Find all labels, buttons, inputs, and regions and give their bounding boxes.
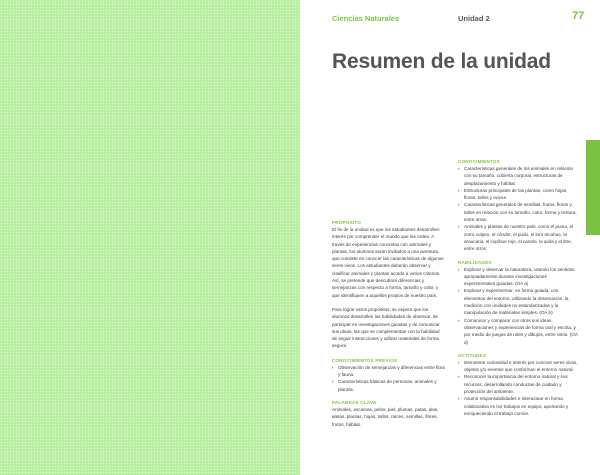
list-item: › Comunicar y comparar con otros sus ideas, observaciones y experiencias de forma oral y escrita, y por medio de juegos de roles y dibujos, entre otros. (OA d) bbox=[458, 317, 579, 346]
side-tab-marker bbox=[586, 140, 600, 235]
list-item: › Estructuras principales de las plantas, como hojas, flores, tallos y raíces. bbox=[458, 187, 579, 202]
page-number: 77 bbox=[572, 10, 585, 22]
list-item: › Explorar y experimentar, en forma guiada, con elementos del entorno, utilizando la observación, la medición con unidades no estandarizadas y la manipulación de materiales simples. (OA b) bbox=[458, 287, 579, 316]
conocimientos-list bbox=[458, 165, 579, 253]
proposito-paragraph-2: Para lograr estos propósitos, se espera que los alumnos desarrollen las habilidades de observar, de participar en investigaciones guiadas y de comunicar sus ideas, las que se complementan con la habilidad de seguir instrucciones y utilizar materiales de forma segura. bbox=[332, 306, 440, 349]
section-title-habilidades: HABILIDADES bbox=[458, 259, 492, 265]
list-item: › Demostrar curiosidad e interés por conocer seres vivos, objetos y/o eventos que conforman el entorno natural. bbox=[458, 359, 579, 374]
header-subject: Ciencias Naturales bbox=[332, 14, 400, 23]
list-item: › Asumir responsabilidades e interactuar en forma colaborativa en los trabajos en equipo, aportando y enriqueciendo el trabajo común. bbox=[458, 395, 579, 417]
section-title-proposito: PROPÓSITO bbox=[332, 220, 362, 225]
actitudes-list bbox=[458, 359, 579, 417]
conocimientos-previos-list bbox=[332, 364, 445, 393]
palabras-clave-text: Animales, escamas, pelos, piel, plumas, patas, alas, aletas, plantas, hojas, tallos, raíces, semillas, flores, frutos, hábitat. bbox=[332, 406, 439, 427]
proposito-paragraph-1: El fin de la unidad es que los estudiantes desarrollen interés por comprender el mundo que los rodea. A través de experiencias concretas con animales y plantas, los alumnos serán invitados a una aventura, que consiste en conocer las características de algunos seres vivos. Los estudiantes deberán observar y clasificar animales y plantas acorde a varios criterios. Así, se pretende que descubran diferencias y semejanzas con respecto a forma, tamaño y color, y que identifiquen a aquellos propios de nuestro país. bbox=[332, 227, 444, 298]
section-title-actitudes: ACTITUDES bbox=[458, 352, 487, 358]
section-title-conocimientos-previos: CONOCIMIENTOS PREVIOS bbox=[332, 357, 398, 363]
section-title-conocimientos: CONOCIMIENTOS bbox=[458, 159, 500, 164]
header-unit: Unidad 2 bbox=[458, 14, 490, 23]
list-item: › Características generales de semillas, frutos, flores y tallos en relación con su tamaño, color, forma y textura, entre otras. bbox=[458, 201, 579, 223]
left-column bbox=[332, 219, 445, 435]
habilidades-list bbox=[458, 266, 579, 346]
list-item: › Reconocer la importancia del entorno natural y sus recursos, desarrollando conductas de cuidado y protección del ambiente. bbox=[458, 373, 579, 395]
section-title-palabras-clave: PALABRAS CLAVE bbox=[332, 399, 377, 405]
summary-page bbox=[300, 0, 600, 475]
right-column bbox=[458, 158, 579, 423]
list-item: › Explorar y observar la naturaleza, usando los sentidos apropiadamente durante investigaciones experimentales guiadas. (OA a) bbox=[458, 266, 579, 288]
list-item: › Características básicas de personas, animales y plantas. bbox=[332, 378, 445, 393]
page-title: Resumen de la unidad bbox=[332, 50, 551, 73]
list-item: › Características generales de los animales en relación con su tamaño, cubierta corporal, estructuras de desplazamiento y hábitat. bbox=[458, 165, 579, 187]
list-item: › Observación de semejanzas y diferencias entre flora y fauna. bbox=[332, 364, 445, 379]
list-item: › Animales y plantas de nuestro país, como el puma, el zorro culpeo, el cóndor, el pudú, el loro tricahue, la araucaria, el copihue rojo, el canelo, la quila y el litre, entre otros. bbox=[458, 223, 579, 252]
